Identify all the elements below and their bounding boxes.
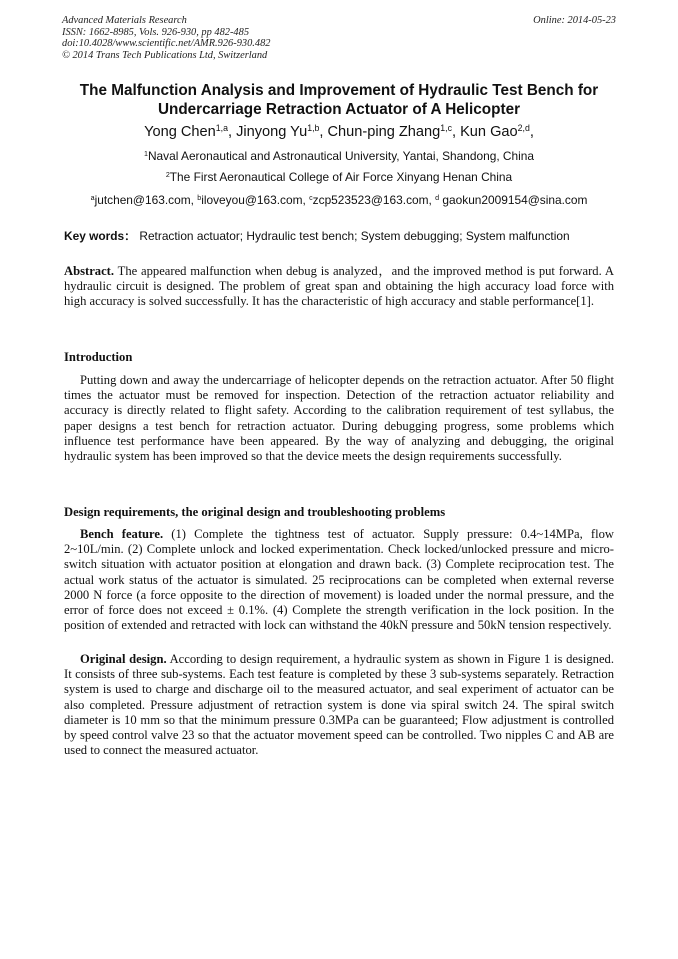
affiliation-1 — [40, 149, 638, 164]
abstract-label: Abstract. — [64, 264, 115, 278]
keywords-label: Key words — [64, 229, 125, 243]
affiliation-mark: 1 — [144, 150, 148, 159]
author-separator: , — [451, 124, 461, 140]
author-name: Kun Gao — [460, 124, 518, 140]
keywords — [64, 229, 570, 244]
affiliation-mark: 2 — [165, 171, 170, 180]
citation-ref: [1] — [576, 294, 591, 309]
original-design-paragraph — [64, 652, 614, 758]
author-affiliation-mark: 1,c — [440, 123, 452, 134]
affiliation-text: The First Aeronautical College of Air Force Xinyang Henan China — [169, 170, 513, 184]
doi-line: doi:10.4028/www.scientific.net/AMR.926-930.482 — [62, 38, 271, 50]
author-name: Chun-ping Zhang — [327, 124, 441, 140]
affiliation-text: Naval Aeronautical and Astronautical University, Yantai, Shandong, China — [147, 149, 534, 163]
journal-header — [62, 15, 270, 61]
introduction-paragraph: Putting down and away the undercarriage of helicopter depends on the retraction actuator. After 50 flight times the actuator must be removed for inspection. Detection of the retraction actuator reliability and accuracy is directly related to flight safety. According to the calibration requirement of test syllabus, the paper designs a test bench for retraction actuator. During debugging progress, some problems which influence test performance have been appeared. By the way of analyzing and debugging, the original hydraulic system has been improved so that the device meets the design requirements successfully. — [64, 373, 614, 464]
author-list — [40, 123, 638, 141]
email-address: gaokun2009154@sina.com — [439, 193, 588, 207]
copyright-line: © 2014 Trans Tech Publications Ltd, Switzerland — [62, 49, 268, 61]
email-address: iloveyou@163.com, — [201, 193, 310, 207]
original-design-label: Original design. — [80, 652, 167, 666]
abstract — [64, 264, 614, 310]
bench-feature-paragraph — [64, 527, 614, 633]
author-affiliation-mark: 1,b — [307, 123, 320, 134]
email-address: jutchen@163.com, — [94, 193, 198, 207]
email-mark: a — [90, 194, 95, 203]
abstract-text: The appeared malfunction when debug is analyzed，and the improved method is put forward. A hydraulic circuit is designed. The problem of great span and obtaining the high accuracy load force with high accuracy is solved successfully. It has the characteristic of high accuracy and stable performance — [64, 264, 614, 309]
affiliation-2 — [40, 170, 638, 185]
issn-line: ISSN: 1662-8985, Vols. 926-930, pp 482-485 — [62, 26, 250, 38]
email-address: zcp523523@163.com, — [312, 193, 436, 207]
bench-feature-text: (1) Complete the tightness test of actuator. Supply pressure: 0.4~14MPa, flow 2~10L/min. (2) Complete unlock and locked experimentation. Check locked/unlocked pressure and micro-switch situation with actuator position at elongation and drawn back. (3) Complete reciprocation test. The actual work status of the actuator is simulated. 25 reciprocations can be completed when external reverse 2000 N force (a force opposite to the direction of movement) is loaded under the normal pressure, and the error of force does not exceed ± 0.1%. (4) Complete the strength verification in the lock position. In the position of extended and retracted with lock can withstand the 40kN pressure and 50kN tension respectively. — [64, 527, 614, 633]
keywords-colon: ： — [124, 229, 137, 243]
email-mark: b — [197, 194, 202, 203]
design-requirements-heading: Design requirements, the original design and troubleshooting problems — [64, 505, 446, 519]
paper-title: The Malfunction Analysis and Improvement of Hydraulic Test Bench for Undercarriage Retraction Actuator of A Helicopter — [79, 82, 599, 118]
author-separator: , — [227, 124, 237, 140]
original-design-text: According to design requirement, a hydraulic system as shown in Figure 1 is designed. It consists of three sub-systems. Each test feature is completed by these 3 sub-systems separately. Retraction system is used to charge and discharge oil to the measured actuator, and seal experiment of actuator can be also completed. Pressure adjustment of retraction system is done via spiral switch 24. The spiral switch diameter is 10 mm so that the minimum pressure 0.3MPa can be guaranteed; Flow adjustment is controlled by speed control valve 23 so that the actuator movement speed can be controlled. Two nipples C and AB are used to connect the measured actuator. — [64, 652, 615, 758]
keywords-text: Retraction actuator; Hydraulic test bench; System debugging; System malfunction — [136, 229, 570, 243]
author-affiliation-mark: 2,d — [517, 123, 530, 134]
online-date: Online: 2014-05-23 — [533, 15, 616, 26]
abstract-end: . — [590, 294, 594, 309]
author-separator: , — [529, 124, 534, 140]
bench-feature-label: Bench feature. — [80, 527, 164, 541]
author-emails — [40, 193, 638, 208]
author-affiliation-mark: 1,a — [215, 123, 228, 134]
email-mark: d — [435, 194, 440, 203]
author-name: Yong Chen — [144, 124, 216, 140]
author-name: Jinyong Yu — [236, 124, 308, 140]
journal-name: Advanced Materials Research — [62, 15, 187, 26]
author-separator: , — [319, 124, 328, 140]
email-mark: c — [309, 194, 313, 203]
introduction-heading: Introduction — [64, 350, 133, 364]
